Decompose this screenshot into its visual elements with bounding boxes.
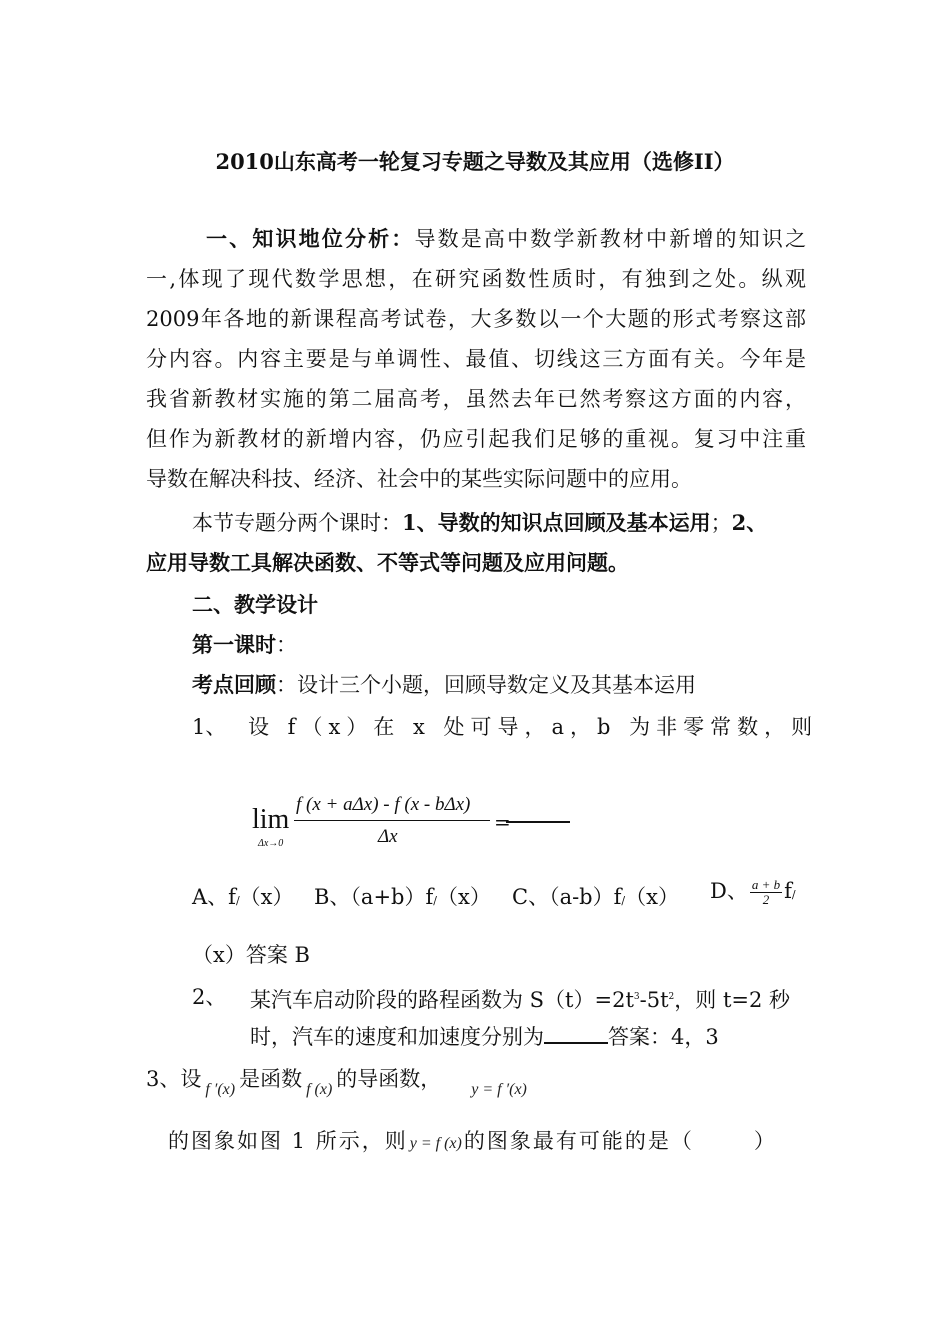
formula-equals: = xyxy=(494,810,511,834)
document-title: 2010山东高考一轮复习专题之导数及其应用（选修II） xyxy=(215,149,735,174)
question-3-line-2: 的图象如图 1 所示，则 y = f (x)的图象最有可能的是（ ） xyxy=(168,1129,777,1153)
lesson2-label: 应用导数工具解决函数、不等式等问题及应用问题。 xyxy=(146,550,629,575)
review-label: 考点回顾 xyxy=(192,672,276,697)
section1-line-2: 一,体现了现代数学思想，在研究函数性质时，有独到之处。纵观 xyxy=(146,267,806,291)
review-line: 考点回顾：设计三个小题，回顾导数定义及其基本运用 xyxy=(192,672,696,697)
question-2-line-1: 2、 某汽车启动阶段的路程函数为 $S(t)=2t^3-5t^2$，则 t=2 秒 xyxy=(192,985,791,1012)
option-b: B、（a+b）f/（x） xyxy=(314,885,491,909)
section2-heading: 二、教学设计 xyxy=(192,592,318,617)
limit-formula xyxy=(250,790,590,860)
question-1-answer: （x）答案 B xyxy=(192,943,310,967)
section1-line-6: 但作为新教材的新增内容，仍应引起我们足够的重视。复习中注重 xyxy=(146,427,806,451)
period-heading: 第一课时： xyxy=(192,632,297,657)
option-c: C、（a-b）f/（x） xyxy=(512,885,679,909)
question-1-text: 设 f（x）在 x 处可导，a，b 为非零常数，则 xyxy=(248,715,819,739)
question-3-line-1: 3、设 $_{f '(x)}$ 是函数 $_{f (x)}$ 的导函数， $_{y = f '(x)}$ xyxy=(146,1067,527,1098)
formula-numerator: f (x + aΔx) - f (x - bΔx) xyxy=(296,794,471,815)
question-1-number: 1、 xyxy=(192,715,227,739)
section1-line-4: 分内容。内容主要是与单调性、最值、切线这三方面有关。今年是 xyxy=(146,347,806,371)
section1-line-1: 一、知识地位分析：导数是高中数学新教材中新增的知识之 xyxy=(206,226,807,251)
section1-line-5: 我省新教材实施的第二届高考，虽然去年已然考察这方面的内容， xyxy=(146,387,806,411)
formula-denominator: Δx xyxy=(378,826,398,847)
question-1-line xyxy=(192,712,819,742)
question-2-answer: 答案：4，3 xyxy=(608,1025,719,1049)
option-a: A、f/（x） xyxy=(192,885,294,909)
fraction-bar xyxy=(294,820,490,821)
lessons-line-2 xyxy=(146,548,806,578)
option-d: D、 $\frac{a + b}{2}$ f/ xyxy=(710,877,796,907)
answer-blank xyxy=(506,821,570,823)
option-d-fraction: $\frac{a + b}{2}$ xyxy=(751,877,781,907)
lesson1-label: 1、导数的知识点回顾及基本运用 xyxy=(402,510,711,535)
speed-blank xyxy=(544,1024,608,1044)
question-2-number: 2、 xyxy=(192,985,227,1009)
lessons-line-1: 本节专题分两个课时：1、导数的知识点回顾及基本运用；2、 xyxy=(192,510,768,535)
question-2-line-2: 时，汽车的速度和加速度分别为 答案：4，3 xyxy=(250,1025,719,1049)
formula-lim: lim xyxy=(252,804,290,835)
section1-line-7: 导数在解决科技、经济、社会中的某些实际问题中的应用。 xyxy=(146,467,692,491)
section1-heading: 一、知识地位分析： xyxy=(206,226,415,251)
section1-line-3: 2009年各地的新课程高考试卷，大多数以一个大题的形式考察这部 xyxy=(146,307,806,331)
formula-lim-subscript: Δx→0 xyxy=(258,838,284,849)
